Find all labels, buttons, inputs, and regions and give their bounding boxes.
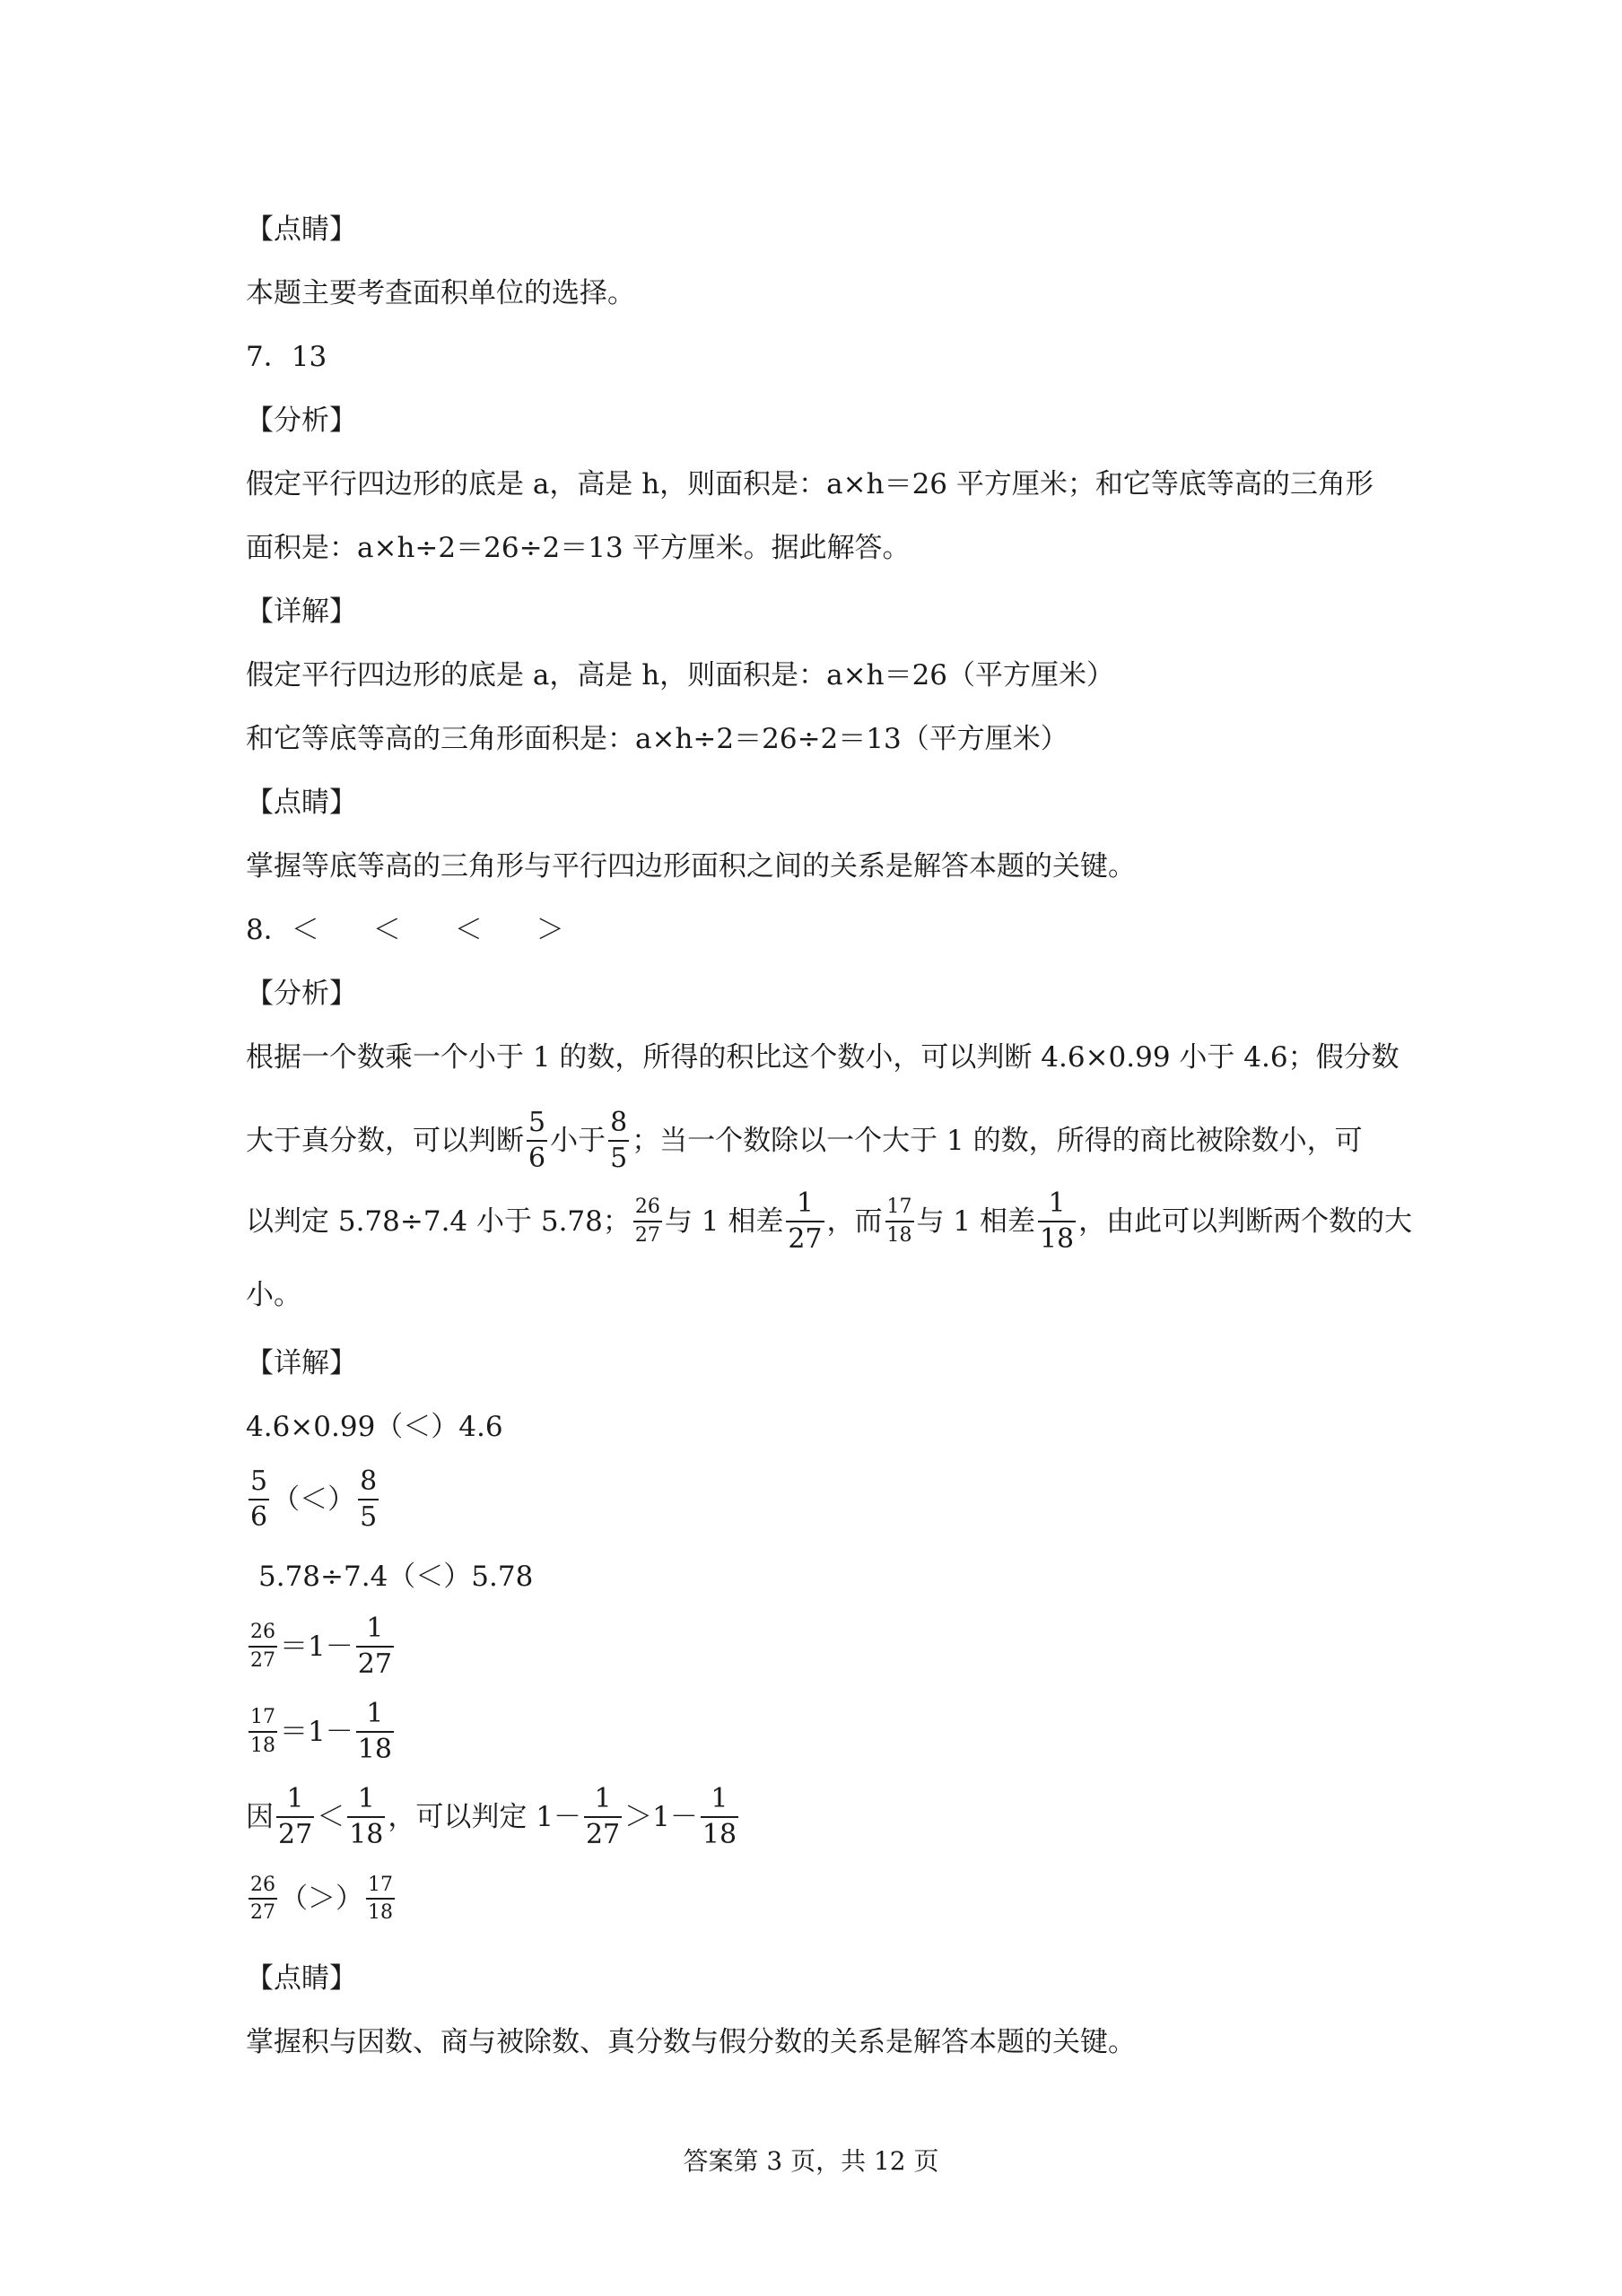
fraction-bar: [249, 1499, 269, 1500]
q8-answer-4: ＞: [536, 914, 564, 946]
text-run: （＜）: [272, 1483, 356, 1516]
denominator: 27: [278, 1818, 313, 1850]
text-run: ，而: [826, 1205, 883, 1238]
fraction-bar: [608, 1140, 629, 1142]
denominator: 18: [1039, 1222, 1075, 1255]
text-run: ＞1－: [624, 1800, 698, 1833]
fraction-bar: [701, 1816, 738, 1818]
numerator: 1: [594, 1783, 612, 1814]
fraction: [608, 1109, 629, 1172]
text-run: （＞）: [280, 1883, 363, 1916]
numerator: 1: [1048, 1187, 1066, 1219]
q8-xiangjie-heading: 【详解】: [246, 1347, 357, 1379]
q8-detail-4: [246, 1614, 397, 1678]
dianjing-heading: 【点睛】: [246, 213, 357, 246]
fraction-bar: [249, 1646, 277, 1648]
text-run: 因: [246, 1800, 274, 1833]
numerator: 5: [250, 1465, 268, 1497]
numerator: 26: [250, 1874, 275, 1896]
fraction-bar: [356, 1731, 394, 1733]
numerator: 1: [366, 1613, 384, 1644]
fraction-bar: [786, 1221, 824, 1222]
dianjing-text: 本题主要考查面积单位的选择。: [246, 277, 635, 309]
fraction-bar: [584, 1816, 622, 1818]
text-run: 小于: [550, 1124, 606, 1157]
denominator: 27: [634, 1223, 660, 1247]
text-run: 与 1 相差: [916, 1205, 1035, 1238]
denominator: 27: [585, 1818, 621, 1850]
numerator: 26: [634, 1196, 660, 1219]
q8-answer-1: ＜: [291, 914, 319, 946]
fraction: [249, 1707, 277, 1755]
text-run: ＝1－: [280, 1715, 353, 1748]
fraction-bar: [366, 1898, 395, 1900]
q8-answer: [246, 912, 564, 948]
numerator: 17: [886, 1196, 912, 1219]
q8-fenxi-line1: 根据一个数乘一个小于 1 的数，所得的积比这个数小，可以判断 4.6×0.99 小于 4.6；假分数: [246, 1041, 1400, 1074]
denominator: 18: [368, 1901, 393, 1925]
q8-answer-2: ＜: [372, 914, 401, 946]
numerator: 5: [528, 1107, 546, 1138]
text-run: ＜: [317, 1800, 345, 1833]
fraction-bar: [356, 1646, 394, 1648]
q8-fenxi-heading: 【分析】: [246, 978, 357, 1010]
fraction-bar: [249, 1731, 277, 1733]
fraction-bar: [527, 1140, 547, 1142]
q8-detail-3: 5.78÷7.4（＜）5.78: [258, 1561, 534, 1593]
fraction: [584, 1785, 622, 1848]
numerator: 1: [366, 1698, 384, 1729]
q7-answer: 7．13: [246, 341, 327, 373]
page-footer: 答案第 3 页，共 12 页: [683, 2146, 939, 2176]
numerator: 1: [357, 1783, 375, 1814]
fraction: [633, 1196, 662, 1245]
q8-detail-5: [246, 1700, 397, 1763]
fraction: [358, 1467, 379, 1531]
fraction: [347, 1785, 385, 1848]
text-run: 大于真分数，可以判断: [246, 1124, 524, 1157]
denominator: 5: [610, 1142, 628, 1174]
fraction-bar: [633, 1221, 662, 1222]
q8-answer-3: ＜: [454, 914, 483, 946]
fraction: [885, 1196, 914, 1245]
numerator: 8: [610, 1107, 628, 1138]
q7-xiangjie-line1: 假定平行四边形的底是 a，高是 h，则面积是：a×h＝26（平方厘米）: [246, 659, 1115, 691]
fraction: [366, 1874, 395, 1923]
fraction-bar: [358, 1499, 379, 1500]
text-run: 与 1 相差: [664, 1205, 784, 1238]
fraction: [701, 1785, 738, 1848]
numerator: 26: [250, 1621, 275, 1644]
denominator: 18: [349, 1818, 384, 1850]
q7-dianjing-heading: 【点睛】: [246, 787, 357, 819]
text-run: ，可以判定 1－: [388, 1800, 581, 1833]
q8-detail-7: [246, 1874, 397, 1923]
denominator: 18: [886, 1223, 912, 1247]
denominator: 27: [250, 1648, 275, 1672]
q8-detail-2: [246, 1467, 381, 1531]
denominator: 27: [250, 1901, 275, 1925]
fraction: [249, 1874, 277, 1923]
denominator: 6: [528, 1142, 546, 1174]
numerator: 1: [796, 1187, 814, 1219]
text-run: ＝1－: [280, 1630, 353, 1663]
denominator: 27: [357, 1648, 392, 1680]
q8-fenxi-line3: [246, 1189, 1412, 1253]
fraction-bar: [885, 1221, 914, 1222]
fraction: [276, 1785, 314, 1848]
fraction: [249, 1467, 269, 1531]
q8-dianjing-heading: 【点睛】: [246, 1962, 357, 1995]
fraction-bar: [276, 1816, 314, 1818]
q7-xiangjie-heading: 【详解】: [246, 596, 357, 628]
q8-fenxi-line4: 小。: [246, 1279, 301, 1311]
numerator: 1: [711, 1783, 728, 1814]
fraction: [356, 1614, 394, 1678]
fraction-bar: [1038, 1221, 1076, 1222]
denominator: 18: [702, 1818, 737, 1850]
numerator: 1: [286, 1783, 304, 1814]
q7-fenxi-heading: 【分析】: [246, 404, 357, 437]
numerator: 17: [368, 1874, 393, 1896]
numerator: 17: [250, 1706, 275, 1729]
text-run: 以判定 5.78÷7.4 小于 5.78；: [246, 1205, 631, 1238]
q8-answer-prefix: 8．: [246, 914, 292, 946]
numerator: 8: [360, 1465, 378, 1497]
text-run: ；当一个数除以一个大于 1 的数，所得的商比被除数小，可: [632, 1124, 1363, 1157]
fraction: [356, 1700, 394, 1763]
text-run: ，由此可以判断两个数的大: [1078, 1205, 1413, 1238]
denominator: 18: [357, 1733, 392, 1765]
fraction: [1038, 1189, 1076, 1253]
fraction: [786, 1189, 824, 1253]
fraction: [527, 1109, 547, 1172]
q7-xiangjie-line2: 和它等底等高的三角形面积是：a×h÷2＝26÷2＝13（平方厘米）: [246, 723, 1068, 755]
denominator: 18: [250, 1734, 275, 1757]
fraction-bar: [347, 1816, 385, 1818]
q7-fenxi-line1: 假定平行四边形的底是 a，高是 h，则面积是：a×h＝26 平方厘米；和它等底等高的三角形: [246, 468, 1373, 500]
q8-detail-6: [246, 1785, 741, 1848]
denominator: 6: [250, 1500, 268, 1533]
q7-fenxi-line2: 面积是：a×h÷2＝26÷2＝13 平方厘米。据此解答。: [246, 532, 911, 564]
denominator: 27: [788, 1222, 823, 1255]
q8-fenxi-line2: [246, 1109, 1363, 1172]
fraction: [249, 1622, 277, 1670]
q8-detail-1: 4.6×0.99（＜）4.6: [246, 1411, 503, 1443]
fraction-bar: [249, 1898, 277, 1900]
q8-dianjing-text: 掌握积与因数、商与被除数、真分数与假分数的关系是解答本题的关键。: [246, 2026, 1136, 2058]
q7-dianjing-text: 掌握等底等高的三角形与平行四边形面积之间的关系是解答本题的关键。: [246, 850, 1136, 883]
denominator: 5: [360, 1500, 378, 1533]
